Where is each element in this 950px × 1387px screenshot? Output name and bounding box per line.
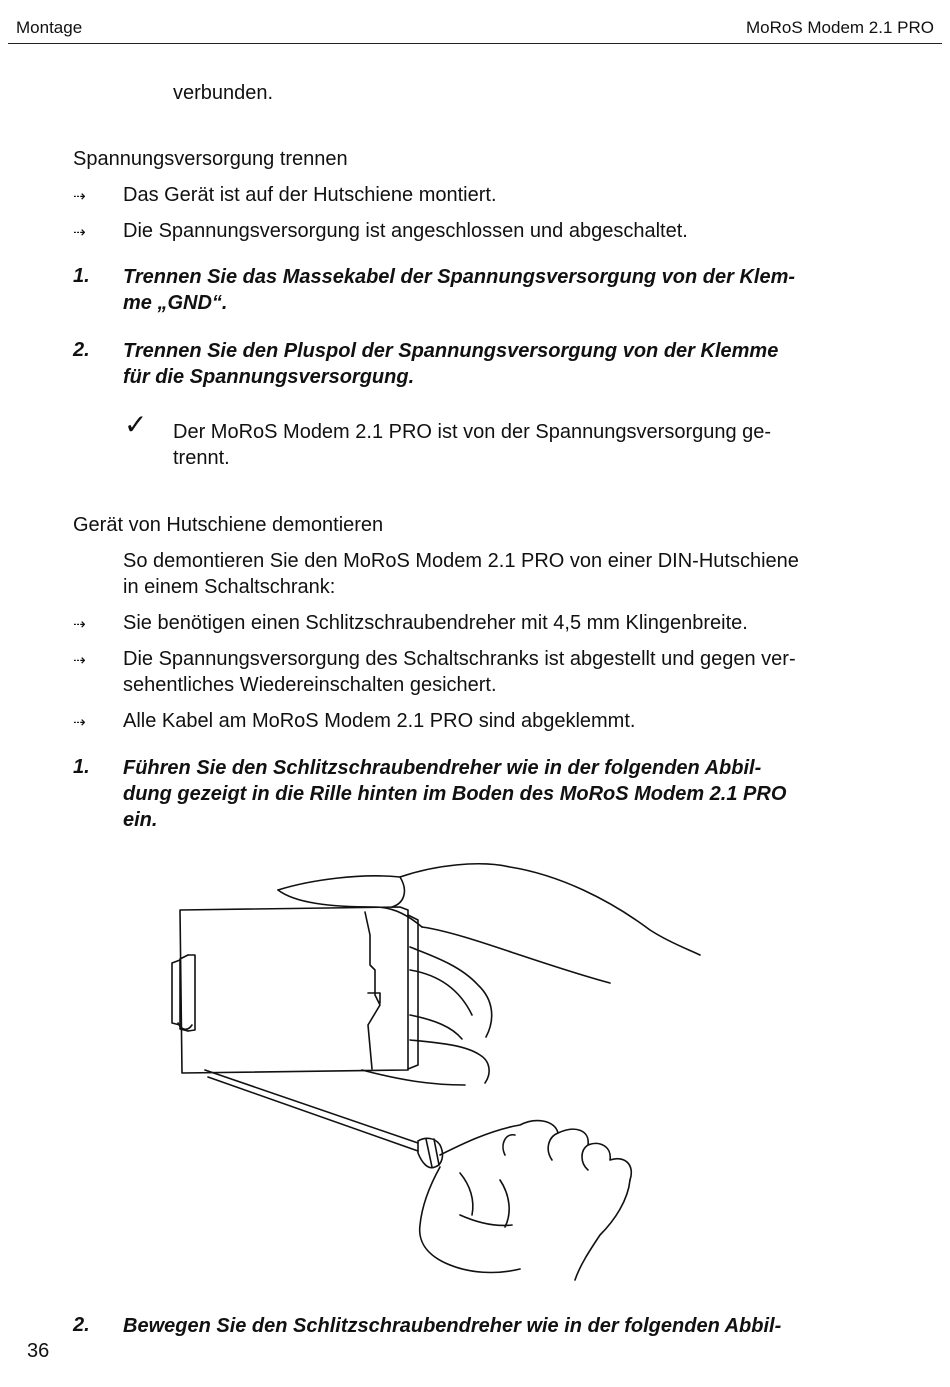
page-number: 36 bbox=[27, 1340, 50, 1362]
screwdriver-shaft bbox=[205, 1070, 418, 1143]
step-line: dung gezeigt in die Rille hinten im Boden des MoRoS Modem 2.1 PRO bbox=[123, 783, 787, 805]
precondition-line: Die Spannungsversorgung des Schaltschranks ist abgestellt und gegen ver- bbox=[123, 648, 796, 670]
precondition-item: Das Gerät ist auf der Hutschiene montiert. bbox=[123, 184, 497, 206]
precondition-item: Sie benötigen einen Schlitzschraubendreher mit 4,5 mm Klingenbreite. bbox=[123, 612, 748, 634]
arrow-right-icon: ⇢ bbox=[73, 714, 86, 731]
section-heading-unmount: Gerät von Hutschiene demontieren bbox=[73, 514, 384, 536]
step-number: 1. bbox=[73, 756, 90, 778]
unmount-illustration bbox=[160, 855, 705, 1295]
step-line: Trennen Sie das Massekabel der Spannungsversorgung von der Klem- bbox=[123, 266, 796, 288]
precondition-item: Alle Kabel am MoRoS Modem 2.1 PRO sind abgeklemmt. bbox=[123, 710, 636, 732]
step-line: Trennen Sie den Pluspol der Spannungsversorgung von der Klemme bbox=[123, 340, 779, 362]
step-result bbox=[173, 419, 873, 471]
arrow-right-icon: ⇢ bbox=[73, 188, 86, 205]
result-line: trennt. bbox=[173, 447, 230, 469]
step-line: ein. bbox=[123, 809, 158, 831]
step-number: 1. bbox=[73, 265, 90, 287]
section-heading-disconnect-power: Spannungsversorgung trennen bbox=[73, 148, 348, 170]
section-intro bbox=[123, 548, 903, 600]
running-header-product: MoRoS Modem 2.1 PRO bbox=[745, 18, 934, 37]
step-instruction bbox=[123, 755, 883, 833]
arrow-right-icon: ⇢ bbox=[73, 616, 86, 633]
intro-line: in einem Schaltschrank: bbox=[123, 576, 336, 598]
lower-hand bbox=[440, 1121, 631, 1180]
continued-text: verbunden. bbox=[173, 82, 274, 104]
running-header-section: Montage bbox=[16, 18, 83, 37]
step-instruction bbox=[123, 338, 883, 390]
intro-line: So demontieren Sie den MoRoS Modem 2.1 PRO von einer DIN-Hutschiene bbox=[123, 550, 799, 572]
step-line: für die Spannungsversorgung. bbox=[123, 366, 415, 388]
upper-hand bbox=[278, 864, 700, 955]
din-rail-clip bbox=[172, 960, 180, 1025]
header-divider bbox=[8, 43, 942, 44]
step-number: 2. bbox=[73, 339, 90, 361]
device-body bbox=[180, 907, 408, 1073]
step-instruction bbox=[123, 264, 883, 316]
precondition-item bbox=[123, 646, 883, 698]
step-number: 2. bbox=[73, 1314, 90, 1336]
precondition-line: sehentliches Wiedereinschalten gesichert. bbox=[123, 674, 497, 696]
step-line: me „GND“. bbox=[123, 292, 228, 314]
checkmark-icon: ✓ bbox=[124, 408, 148, 441]
arrow-right-icon: ⇢ bbox=[73, 652, 86, 669]
result-line: Der MoRoS Modem 2.1 PRO ist von der Spannungsversorgung ge- bbox=[173, 421, 772, 443]
step-line: Führen Sie den Schlitzschraubendreher wie in der folgenden Abbil- bbox=[123, 757, 762, 779]
precondition-item: Die Spannungsversorgung ist angeschlossen und abgeschaltet. bbox=[123, 220, 688, 242]
step-instruction: Bewegen Sie den Schlitzschraubendreher wie in der folgenden Abbil- bbox=[123, 1315, 782, 1337]
arrow-right-icon: ⇢ bbox=[73, 224, 86, 241]
